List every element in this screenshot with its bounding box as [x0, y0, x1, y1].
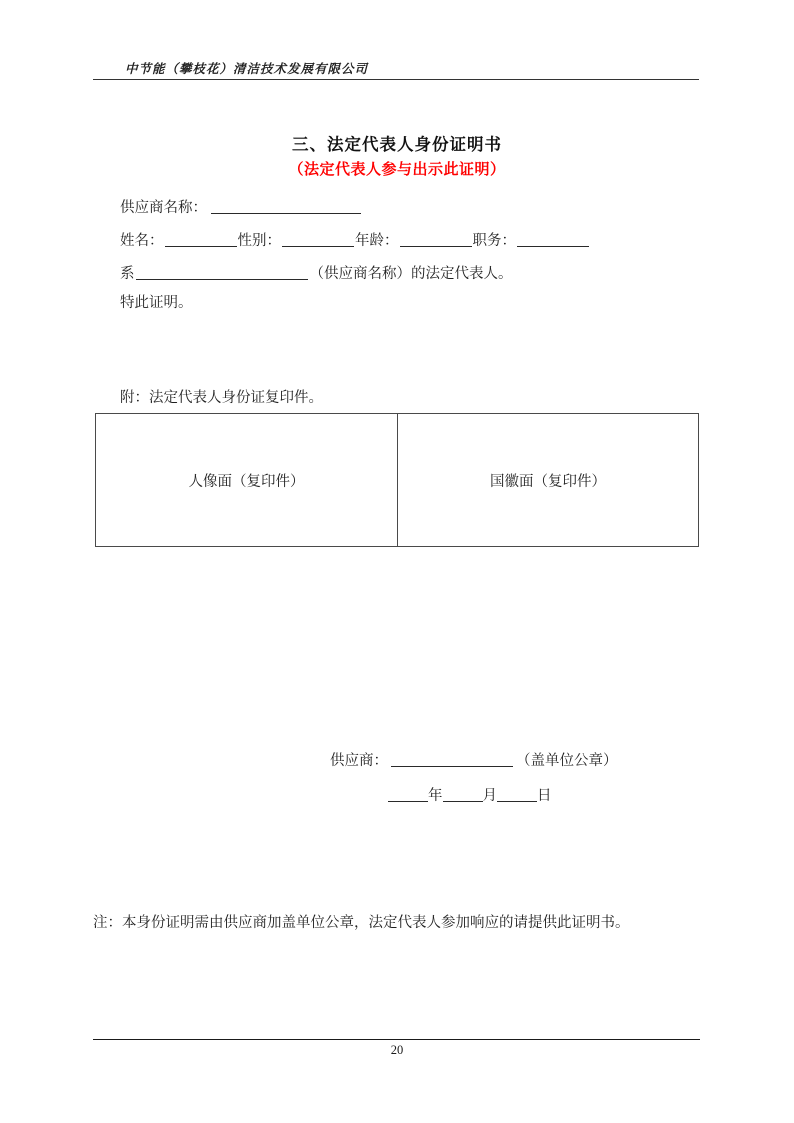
- id-back-cell: [398, 414, 698, 546]
- supplier-signature-blank: [391, 751, 513, 767]
- id-front-cell: [96, 414, 398, 546]
- page-title: 三、法定代表人身份证明书: [292, 136, 502, 154]
- hereby-certify-text: 特此证明。: [120, 295, 193, 311]
- supplier-signature-row: [330, 749, 618, 770]
- gender-label: 性别：: [237, 233, 281, 249]
- legal-rep-statement-row: [120, 262, 513, 283]
- age-blank: [400, 231, 472, 247]
- supplier-name-row: [120, 196, 361, 217]
- footer-note: 注：本身份证明需由供应商加盖单位公章，法定代表人参加响应的请提供此证明书。: [93, 915, 630, 931]
- company-blank: [136, 264, 308, 280]
- month-blank: [443, 786, 483, 802]
- month-label: 月: [482, 788, 497, 804]
- name-label: 姓名：: [120, 233, 164, 249]
- header-company-name: 中节能（攀枝花）清洁技术发展有限公司: [125, 62, 369, 76]
- footer-divider: [93, 1039, 700, 1040]
- year-blank: [388, 786, 428, 802]
- supplier-name-blank: [211, 198, 361, 214]
- age-label: 年龄：: [355, 233, 399, 249]
- page-subtitle-red: （法定代表人参与出示此证明）: [288, 161, 506, 178]
- id-back-label: 国徽面（复印件）: [490, 473, 606, 490]
- date-row: [388, 784, 552, 805]
- position-blank: [517, 231, 589, 247]
- person-info-row: [120, 229, 590, 250]
- supplier-name-label: 供应商名称：: [120, 200, 207, 216]
- id-copy-box: [95, 413, 699, 547]
- seal-note: （盖单位公章）: [516, 753, 618, 769]
- attachment-note: 附：法定代表人身份证复印件。: [120, 390, 323, 406]
- id-front-label: 人像面（复印件）: [188, 473, 305, 490]
- year-label: 年: [428, 788, 443, 804]
- day-blank: [497, 786, 537, 802]
- is-prefix: 系: [120, 266, 135, 282]
- position-label: 职务：: [472, 233, 516, 249]
- page-number: 20: [390, 1043, 404, 1057]
- gender-blank: [282, 231, 354, 247]
- supplier-signature-label: 供应商：: [330, 753, 388, 769]
- name-blank: [165, 231, 237, 247]
- day-label: 日: [537, 788, 552, 804]
- is-suffix: （供应商名称）的法定代表人。: [309, 266, 513, 282]
- header-divider: [93, 79, 699, 80]
